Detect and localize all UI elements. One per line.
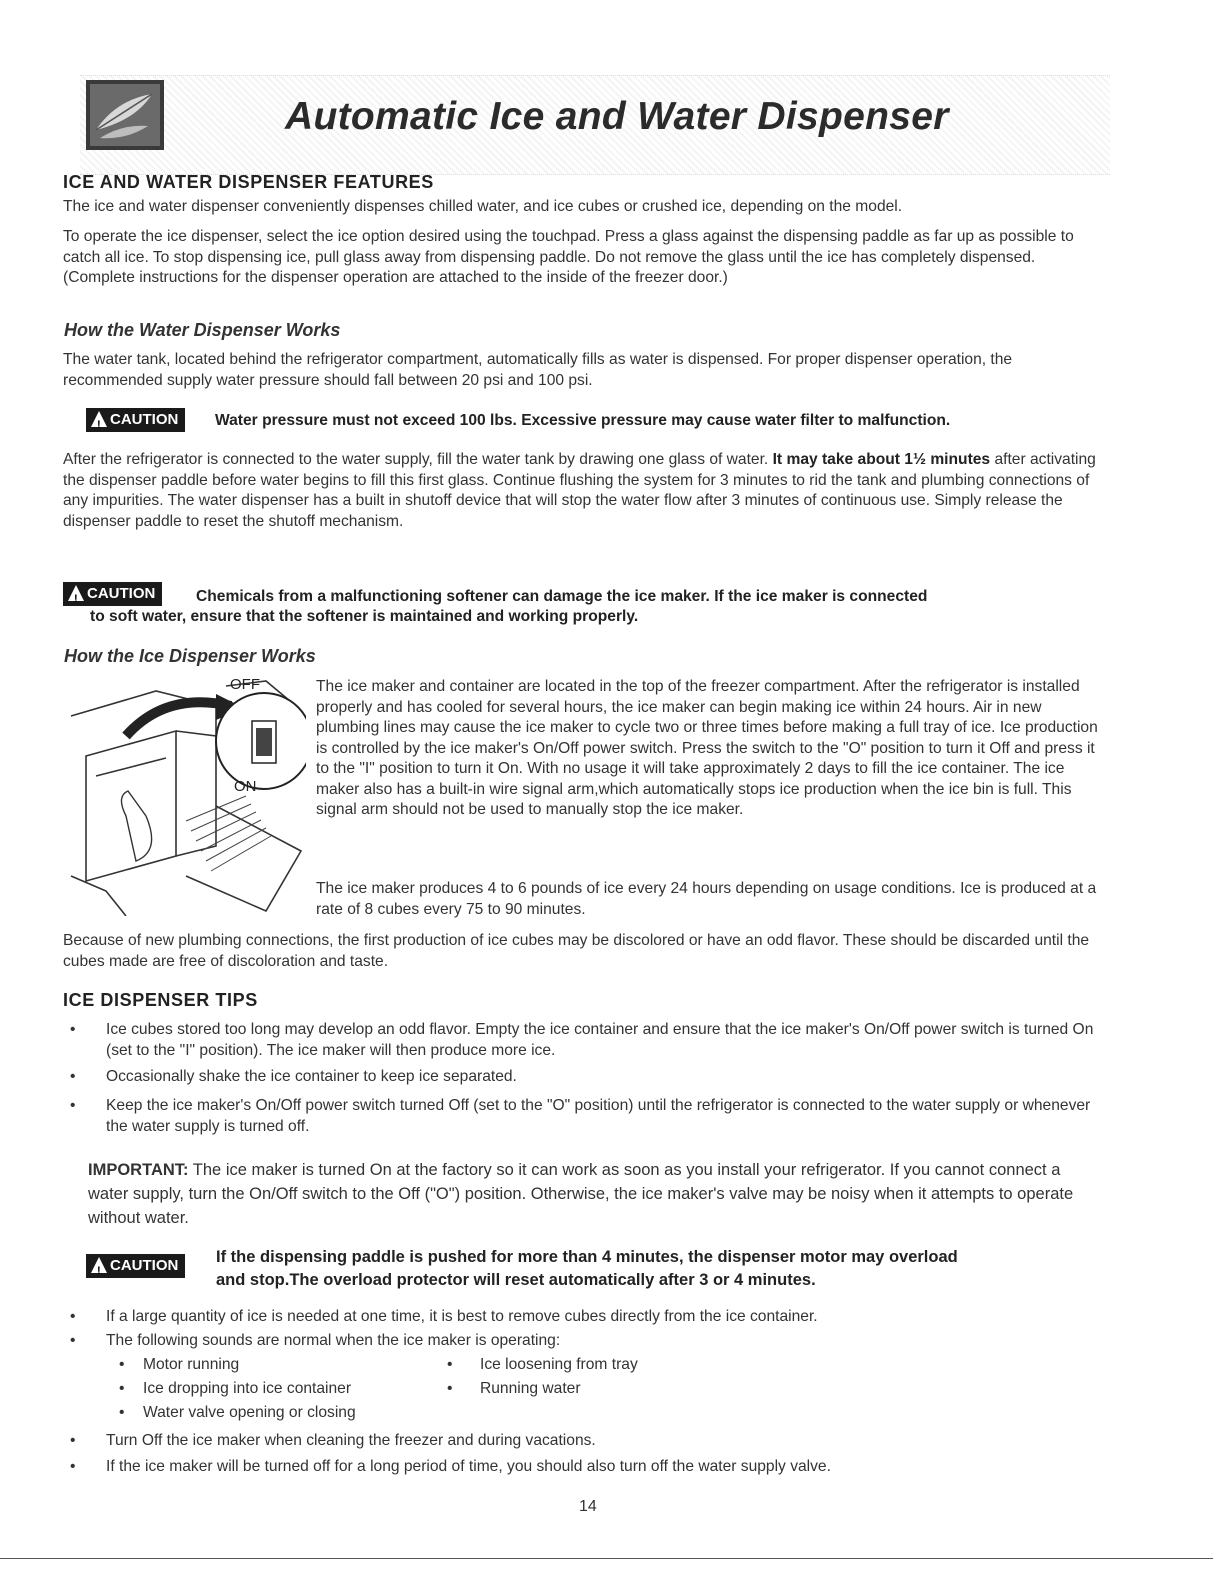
leaf-logo-icon xyxy=(86,80,164,150)
page-number: 14 xyxy=(579,1498,597,1515)
caution-text-overload-line-2: and stop.The overload protector will reset automatically after 3 or 4 minutes. xyxy=(216,1271,816,1289)
bullet-dot: • xyxy=(70,1068,76,1085)
section-heading-ice: How the Ice Dispenser Works xyxy=(64,646,316,666)
bullet-dot: • xyxy=(447,1356,453,1373)
features-paragraph-2: To operate the ice dispenser, select the ice option desired using the touchpad. Press a glass against the dispensing paddle as far up as possible to catch all ice. To stop dispensing ice, pull glass away from dispensing paddle. Do not remove the glass until the ice has completely dispensed. (Complete instructions for the dispenser operation are attached to the inside of the freezer door.) xyxy=(63,228,1074,286)
warning-triangle-icon xyxy=(91,411,107,427)
caution-text-overload-line-1: If the dispensing paddle is pushed for more than 4 minutes, the dispenser motor may overload xyxy=(216,1248,958,1266)
section-heading-tips: ICE DISPENSER TIPS xyxy=(63,990,258,1010)
section-heading-water: How the Water Dispenser Works xyxy=(64,320,341,340)
sound-item: Water valve opening or closing xyxy=(143,1404,356,1421)
page-title: Automatic Ice and Water Dispenser xyxy=(285,95,949,138)
caution-text-softener-line-2: to soft water, ensure that the softener is maintained and working properly. xyxy=(90,608,639,625)
tip-item: Turn Off the ice maker when cleaning the freezer and during vacations. xyxy=(106,1432,596,1449)
tip-item: If a large quantity of ice is needed at one time, it is best to remove cubes directly from the ice container. xyxy=(106,1308,818,1325)
caution-text-water-pressure: Water pressure must not exceed 100 lbs. Excessive pressure may cause water filter to malfunction. xyxy=(215,412,951,429)
sound-item: Ice dropping into ice container xyxy=(143,1380,352,1397)
switch-off-label: OFF xyxy=(230,676,260,693)
tip-item: Keep the ice maker's On/Off power switch turned Off (set to the "O" position) until the refrigerator is connected to the water supply or whenever the water supply is turned off. xyxy=(106,1097,1091,1135)
ice-maker-switch-figure xyxy=(66,676,306,916)
water-paragraph-2: After the refrigerator is connected to the water supply, fill the water tank by drawing one glass of water. It may take about 1½ minutes after activating the dispenser paddle before water begins to fill this first glass. Continue flushing the system for 3 minutes to rid the tank and plumbing connections of any impurities. The water dispenser has a built in shutoff device that will stop the water flow after 3 minutes of continuous use. Simply release the dispenser paddle to reset the shutoff mechanism. xyxy=(63,451,1096,530)
tip-item: If the ice maker will be turned off for a long period of time, you should also turn off the water supply valve. xyxy=(106,1458,831,1475)
caution-badge: ! CAUTION xyxy=(63,582,162,606)
bullet-dot: • xyxy=(70,1097,76,1114)
tip-item: Ice cubes stored too long may develop an odd flavor. Empty the ice container and ensure that the ice maker's On/Off power switch is turned On (set to the "I" position). The ice maker will then produce more ice. xyxy=(106,1021,1094,1059)
switch-on-label: ON xyxy=(234,778,257,795)
sound-item: Running water xyxy=(480,1380,581,1397)
tip-item: Occasionally shake the ice container to keep ice separated. xyxy=(106,1068,517,1085)
bullet-dot: • xyxy=(70,1021,76,1038)
tip-item: The following sounds are normal when the ice maker is operating: xyxy=(106,1332,561,1349)
warning-triangle-icon xyxy=(68,585,84,601)
sound-item: Motor running xyxy=(143,1356,240,1373)
water-paragraph-1: The water tank, located behind the refrigerator compartment, automatically fills as water is dispensed. For proper dispenser operation, the recommended supply water pressure should fall between 20 psi and 100 psi. xyxy=(63,351,1013,389)
bullet-dot: • xyxy=(447,1380,453,1397)
footer-divider xyxy=(0,1558,1213,1559)
warning-triangle-icon xyxy=(91,1257,107,1273)
bullet-dot: • xyxy=(70,1332,76,1349)
bullet-dot: • xyxy=(119,1380,125,1397)
caution-badge: ! CAUTION xyxy=(86,408,185,432)
bullet-dot: • xyxy=(70,1308,76,1325)
caution-text-softener-line-1: Chemicals from a malfunctioning softener can damage the ice maker. If the ice maker is connected xyxy=(196,588,928,605)
bullet-dot: • xyxy=(119,1404,125,1421)
bullet-dot: • xyxy=(70,1458,76,1475)
ice-paragraph-3: Because of new plumbing connections, the first production of ice cubes may be discolored or have an odd flavor. These should be discarded until the cubes made are free of discoloration and taste. xyxy=(63,932,1090,970)
ice-paragraph-1: The ice maker and container are located in the top of the freezer compartment. After the refrigerator is installed properly and has cooled for several hours, the ice maker can begin making ice within 24 hours. Air in new plumbing lines may cause the ice maker to cycle two or three times before making a full tray of ice. Ice production is controlled by the ice maker's On/Off power switch. Press the switch to the "O" position to turn it Off and press it to the "I" position to turn it On. With no usage it will take approximately 2 days to fill the ice container. The ice maker also has a built-in wire signal arm,which automatically stops ice production when the ice bin is full. This signal arm should not be used to manually stop the ice maker. xyxy=(316,678,1098,818)
features-paragraph-1: The ice and water dispenser conveniently dispenses chilled water, and ice cubes or crushed ice, depending on the model. xyxy=(63,198,903,215)
section-heading-features: ICE AND WATER DISPENSER FEATURES xyxy=(63,172,434,192)
sound-item: Ice loosening from tray xyxy=(480,1356,638,1373)
important-note: IMPORTANT: The ice maker is turned On at the factory so it can work as soon as you install your refrigerator. If you cannot connect a water supply, turn the On/Off switch to the Off ("O") position. Otherwise, the ice maker's valve may be noisy when it attempts to operate without water. xyxy=(88,1161,1074,1227)
bullet-dot: • xyxy=(119,1356,125,1373)
caution-badge: ! CAUTION xyxy=(86,1254,185,1278)
ice-paragraph-2: The ice maker produces 4 to 6 pounds of ice every 24 hours depending on usage conditions. Ice is produced at a rate of 8 cubes every 75 to 90 minutes. xyxy=(316,880,1097,918)
bullet-dot: • xyxy=(70,1432,76,1449)
